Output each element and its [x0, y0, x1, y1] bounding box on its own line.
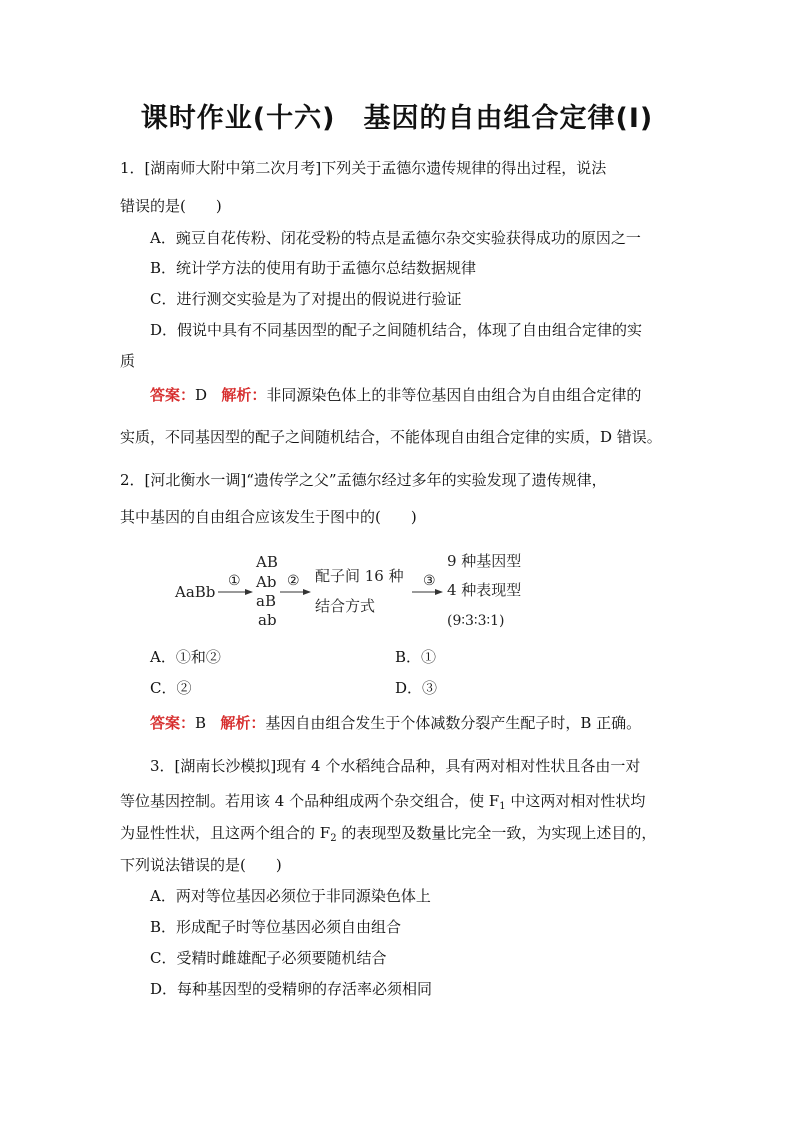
q3-line3-part-a: 为显性性状，且这两个组合的 F [120, 824, 331, 842]
q1-option-a: A．豌豆自花传粉、闭花受粉的特点是孟德尔杂交实验获得成功的原因之一 [150, 229, 641, 247]
q1-option-d: D．假说中具有不同基因型的配子之间随机结合，体现了自由组合定律的实 [150, 321, 643, 339]
q2-stem-line2: 其中基因的自由组合应该发生于图中的( ) [120, 508, 417, 526]
q3-option-b: B．形成配子时等位基因必须自由组合 [150, 918, 402, 936]
gamete-ab-mixed2: aB [256, 592, 276, 610]
q2-option-d: D．③ [395, 679, 438, 697]
q3-line3-subscript: 2 [330, 833, 337, 844]
answer-label: 答案： [150, 714, 196, 732]
q3-stem-line1: 3．[湖南长沙模拟]现有 4 个水稻纯合品种，具有两对相对性状且各由一对 [150, 757, 641, 775]
q2-option-a: A．①和② [150, 648, 221, 666]
analysis-text: 基因自由组合发生于个体减数分裂产生配子时，B 正确。 [265, 714, 642, 732]
diagram-start: AaBb [175, 583, 216, 601]
q1-option-b: B．统计学方法的使用有助于孟德尔总结数据规律 [150, 259, 477, 277]
q1-stem-line2: 错误的是( ) [120, 197, 222, 215]
page-title: 课时作业(十六) 基因的自由组合定律(Ⅰ) [140, 103, 654, 134]
diagram-result1: 9 种基因型 [447, 552, 522, 570]
q1-option-c: C．进行测交实验是为了对提出的假说进行验证 [150, 290, 462, 308]
q3-option-a: A．两对等位基因必须位于非同源染色体上 [150, 887, 431, 905]
diagram-step1: ① [228, 573, 241, 589]
gamete-ab-lower: ab [258, 611, 277, 629]
answer-label: 答案： [150, 386, 196, 404]
q1-analysis-line2: 实质，不同基因型的配子之间随机结合，不能体现自由组合定律的实质，D 错误。 [120, 428, 662, 446]
q1-stem-line1: 1．[湖南师大附中第二次月考]下列关于孟德尔遗传规律的得出过程，说法 [120, 159, 607, 177]
answer-value: B [195, 714, 207, 732]
q3-line2-part-b: 中这两对相对性状均 [505, 792, 646, 810]
q3-option-c: C．受精时雌雄配子必须要随机结合 [150, 949, 387, 967]
diagram-middle1: 配子间 16 种 [315, 567, 404, 585]
diagram-result3: (9∶3∶3∶1) [447, 613, 505, 629]
genetics-diagram [170, 550, 570, 635]
analysis-text: 非同源染色体上的非等位基因自由组合为自由组合定律的 [266, 386, 642, 404]
q3-stem-line2 [120, 791, 645, 811]
gamete-ab-upper: AB [256, 553, 278, 571]
q2-answer-line [150, 713, 641, 733]
q2-option-b: B．① [395, 648, 437, 666]
q1-option-d-cont: 质 [120, 352, 136, 370]
analysis-label: 解析： [220, 714, 266, 732]
diagram-step3: ③ [423, 573, 436, 589]
q2-option-c: C．② [150, 679, 192, 697]
q3-option-d: D．每种基因型的受精卵的存活率必须相同 [150, 980, 433, 998]
diagram-middle2: 结合方式 [315, 597, 376, 615]
gamete-ab-mixed1: Ab [256, 573, 277, 591]
q3-line3-part-b: 的表现型及数量比完全一致，为实现上述目的， [336, 824, 657, 842]
q3-stem-line4: 下列说法错误的是( ) [120, 856, 282, 874]
diagram-step2: ② [287, 573, 300, 589]
q2-stem-line1: 2．[河北衡水一调]“遗传学之父”孟德尔经过多年的实验发现了遗传规律， [120, 471, 607, 489]
answer-value: D [195, 386, 208, 404]
q1-answer-line [150, 385, 641, 405]
q3-line2-part-a: 等位基因控制。若用该 4 个品种组成两个杂交组合，使 F [120, 792, 500, 810]
q3-line2-subscript: 1 [499, 801, 506, 812]
q3-stem-line3 [120, 823, 656, 843]
analysis-label: 解析： [221, 386, 267, 404]
diagram-result2: 4 种表现型 [447, 581, 522, 599]
